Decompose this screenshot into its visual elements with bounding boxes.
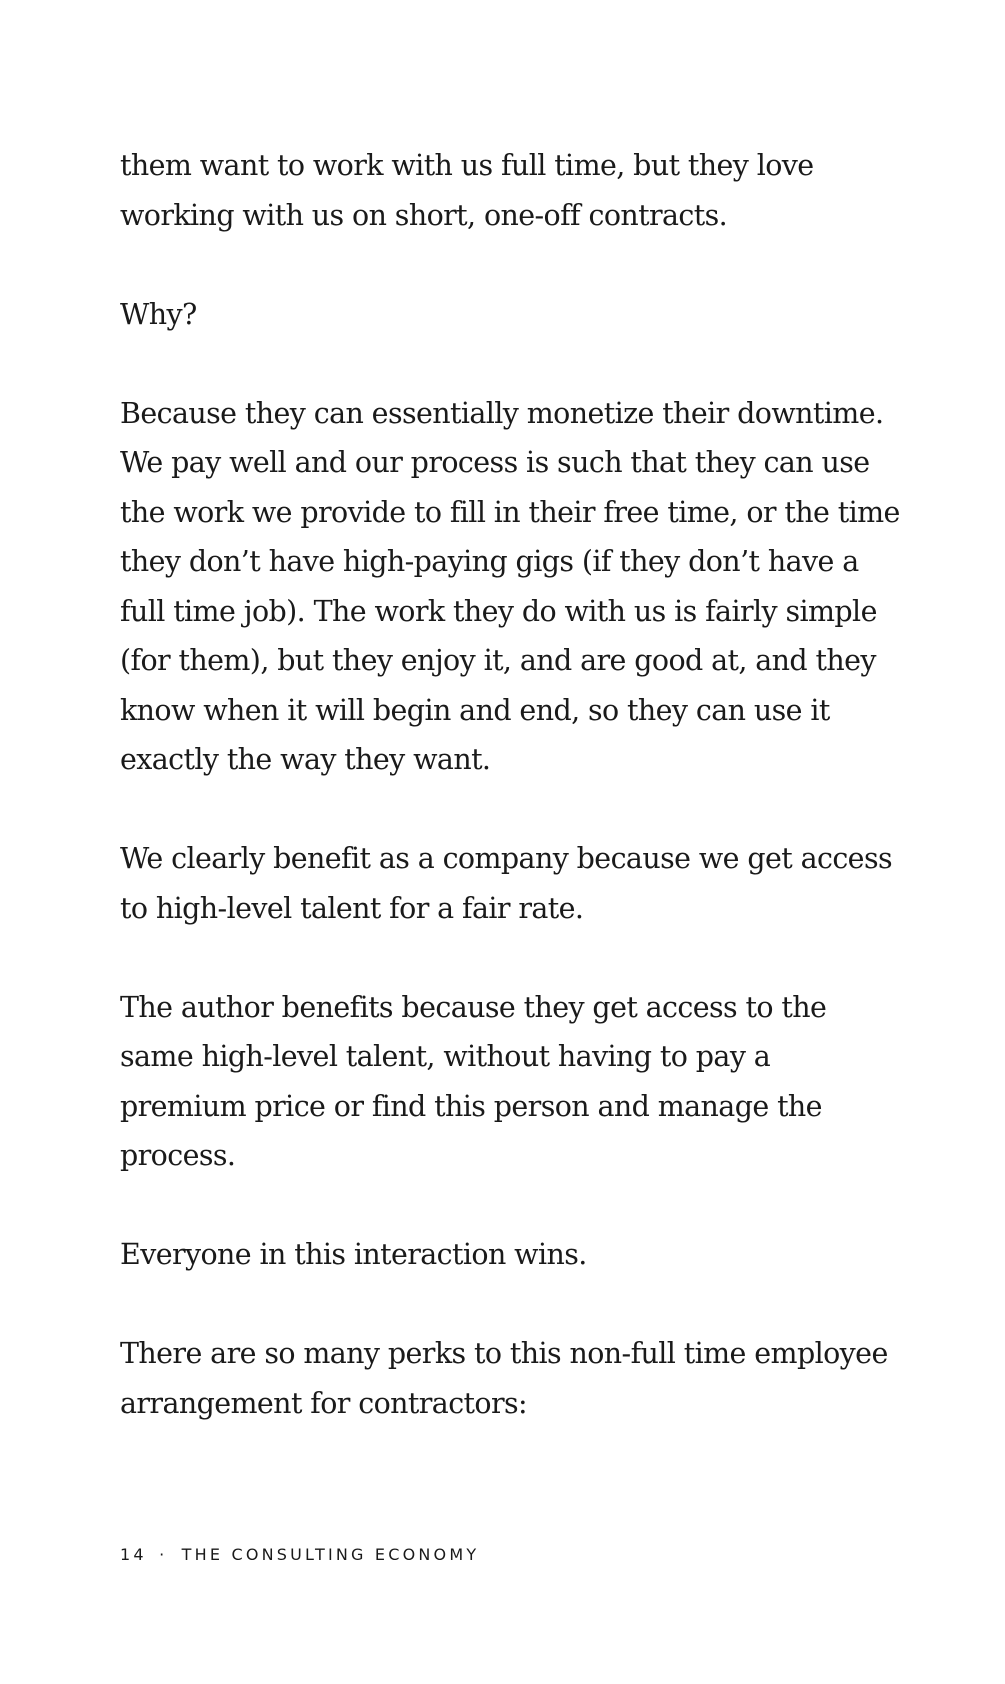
paragraph-downtime: Because they can essentially monetize their downtime. We pay well and our process is such that they can use the work we provide to fill in their free time, or the time they don’t have high-paying gigs (if they don’t have a full time job). The work they do with us is fairly simple (for them), but they enjoy it, and are good at, and they know when it will begin and end, so they can use it exactly the way they want. (120, 396, 900, 776)
paragraph-everyone-wins: Everyone in this interaction wins. (120, 1238, 587, 1271)
page-footer (120, 1545, 479, 1564)
running-title: THE CONSULTING ECONOMY (181, 1545, 480, 1564)
paragraph-company-benefit: We clearly benefit as a company because we get access to high-level talent for a fair rate. (120, 842, 893, 925)
paragraph-continuation: them want to work with us full time, but they love working with us on short, one-off contracts. (120, 149, 814, 232)
paragraph-author-benefit: The author benefits because they get access to the same high-level talent, without having to pay a premium price or find this person and manage the process. (120, 990, 827, 1172)
paragraph-perks: There are so many perks to this non-full time employee arrangement for contractors: (120, 1337, 888, 1420)
footer-separator: · (159, 1545, 168, 1564)
body-text (120, 141, 900, 1428)
page-number: 14 (120, 1545, 147, 1564)
paragraph-why: Why? (120, 297, 197, 331)
